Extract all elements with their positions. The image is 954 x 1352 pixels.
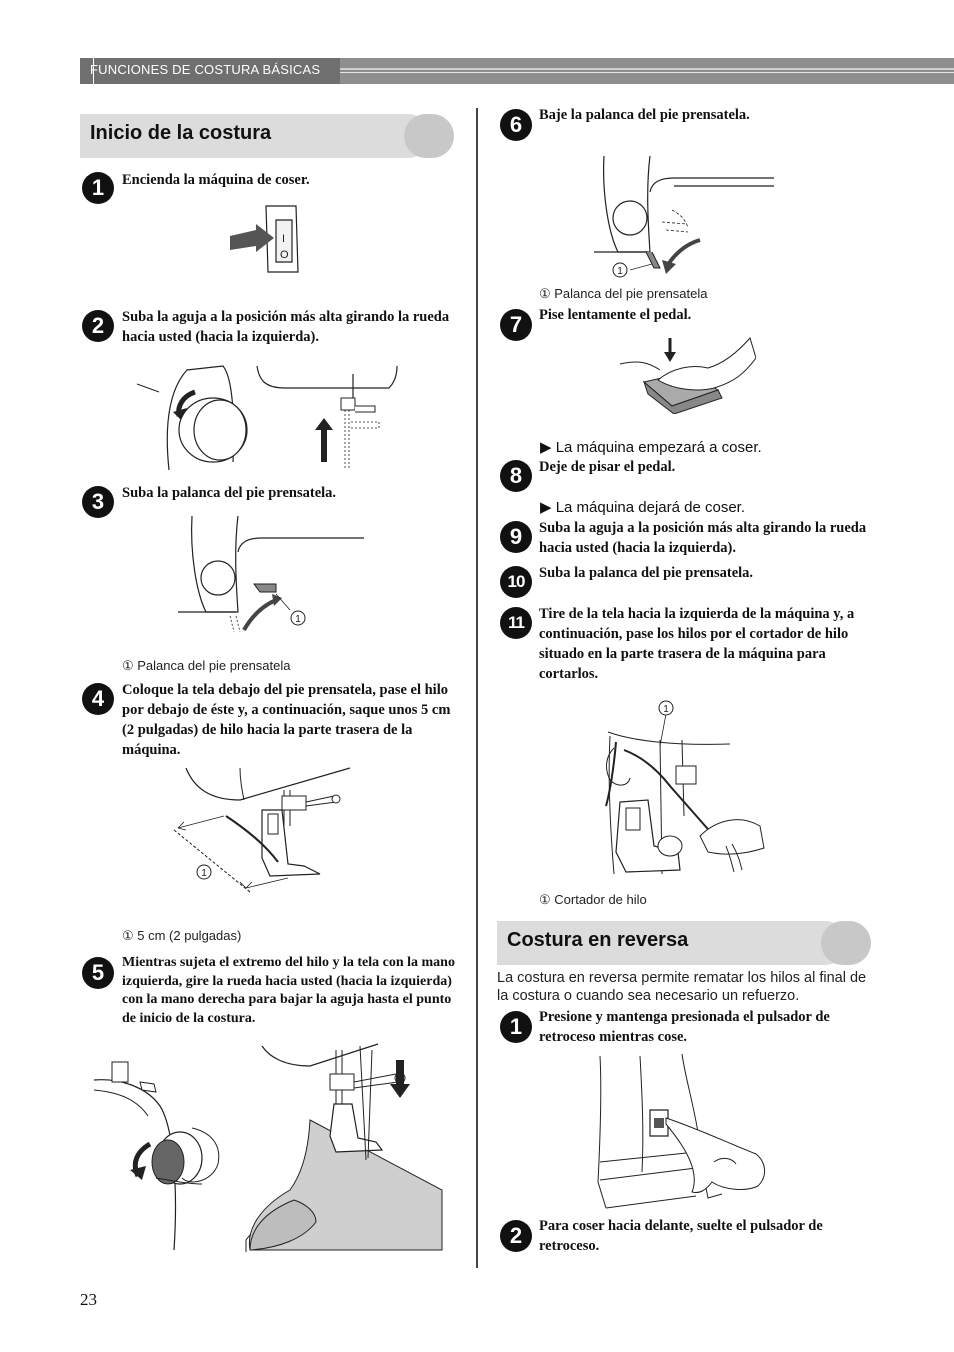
figure-caption: ① Palanca del pie prensatela xyxy=(122,658,291,673)
callout-number: 1 xyxy=(201,868,207,879)
header-rule-thin xyxy=(340,72,954,73)
step-text: Presione y mantenga presionada el pulsador de retroceso mientras cose. xyxy=(539,1009,830,1045)
column-divider xyxy=(476,108,478,1268)
step-text: Coloque la tela debajo del pie prensatela, pase el hilo por debajo de éste y, a continuación, saque unos 5 cm (2 pulgadas) de hilo hacia la parte trasera de la máquina. xyxy=(122,682,451,758)
svg-text:O: O xyxy=(280,249,289,261)
step-number: 10 xyxy=(500,566,532,598)
result-text: ▶ La máquina empezará a coser. xyxy=(540,439,762,456)
result-text: ▶ La máquina dejará de coser. xyxy=(540,499,745,516)
section-heading-reversa xyxy=(497,921,871,965)
step-number: 7 xyxy=(500,309,532,341)
figure-caption: ① 5 cm (2 pulgadas) xyxy=(122,928,242,943)
step-text: Deje de pisar el pedal. xyxy=(539,459,676,475)
step-number: 8 xyxy=(500,460,532,492)
foot-pedal-illustration xyxy=(618,334,756,414)
presser-foot-lever-down-illustration xyxy=(590,152,776,282)
step-text: Suba la aguja a la posición más alta girando la rueda hacia usted (hacia la izquierda). xyxy=(122,309,450,345)
reverse-button-illustration xyxy=(596,1052,776,1210)
step-number: 6 xyxy=(500,109,532,141)
step-number: 11 xyxy=(500,607,532,639)
callout-number: 1 xyxy=(663,704,669,715)
handwheel-needle-illustration xyxy=(135,362,405,474)
header-section-title: FUNCIONES DE COSTURA BÁSICAS xyxy=(90,62,321,77)
step-number: 2 xyxy=(500,1220,532,1252)
step-number: 5 xyxy=(82,957,114,989)
header-rule xyxy=(340,68,954,70)
section-heading-inicio xyxy=(80,114,454,158)
step-text: Tire de la tela hacia la izquierda de la máquina y, a continuación, pase los hilos por el cortador de hilo situado en la parte trasera de la máquina para cortarlos. xyxy=(539,606,855,682)
step-text: Mientras sujeta el extremo del hilo y la tela con la mano izquierda, gire la rueda hacia usted (hacia la izquierda) con la mano derecha para bajar la aguja hasta el punto de inicio de la costura. xyxy=(122,955,455,1026)
fabric-under-foot-illustration xyxy=(170,766,356,900)
section-title: Costura en reversa xyxy=(507,929,689,951)
step-number: 1 xyxy=(500,1011,532,1043)
step-text: Encienda la máquina de coser. xyxy=(122,172,310,188)
step-number: 9 xyxy=(500,521,532,553)
callout-number: 1 xyxy=(295,614,301,625)
section-intro: La costura en reversa permite rematar los hilos al final de la costura o cuando sea necesario un refuerzo. xyxy=(497,970,867,1004)
thread-cutter-illustration xyxy=(600,696,770,876)
power-switch-illustration xyxy=(226,198,316,276)
svg-text:I: I xyxy=(282,233,286,245)
page-number: 23 xyxy=(80,1290,97,1309)
step-text: Suba la aguja a la posición más alta girando la rueda hacia usted (hacia la izquierda). xyxy=(539,520,867,556)
section-title: Inicio de la costura xyxy=(90,122,272,144)
step-number: 2 xyxy=(82,310,114,342)
step-text: Suba la palanca del pie prensatela. xyxy=(122,485,337,501)
step-text: Para coser hacia delante, suelte el pulsador de retroceso. xyxy=(539,1218,823,1254)
callout-number: 1 xyxy=(617,266,623,277)
figure-caption: ① Palanca del pie prensatela xyxy=(539,286,708,301)
figure-caption: ① Cortador de hilo xyxy=(539,892,647,907)
step-text: Baje la palanca del pie prensatela. xyxy=(539,107,750,123)
step-text: Suba la palanca del pie prensatela. xyxy=(539,565,754,581)
presser-foot-lever-up-illustration xyxy=(178,512,364,636)
step-number: 1 xyxy=(82,172,114,204)
step-text: Pise lentamente el pedal. xyxy=(539,307,692,323)
step-number: 3 xyxy=(82,486,114,518)
lower-needle-illustration xyxy=(90,1040,445,1252)
step-number: 4 xyxy=(82,683,114,715)
